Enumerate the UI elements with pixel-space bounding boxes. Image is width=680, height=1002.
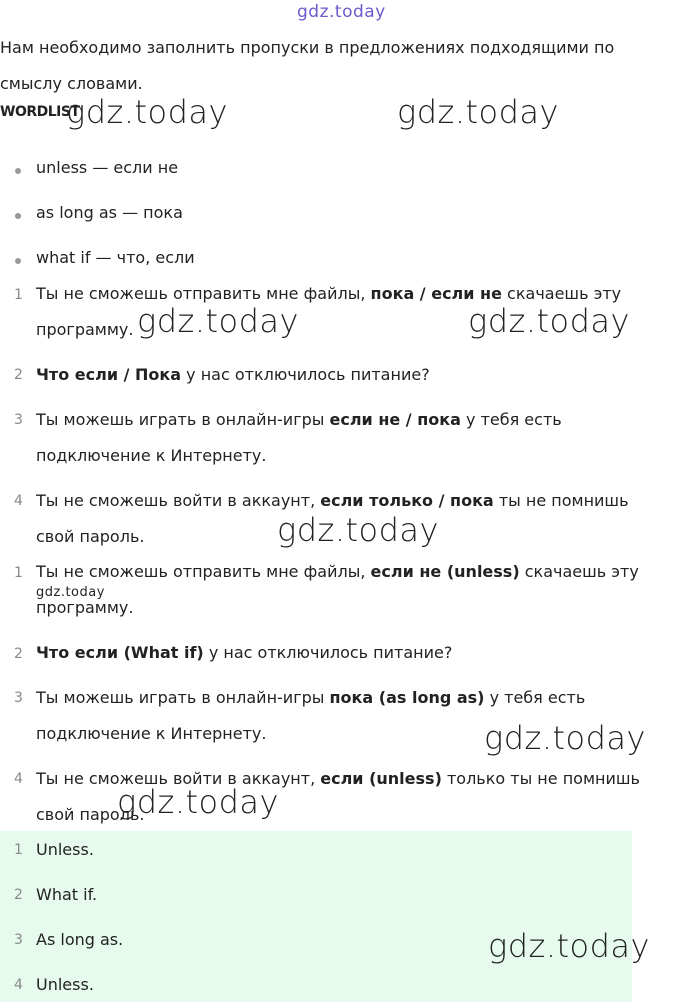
item-text-bold: если не (unless) bbox=[370, 562, 520, 581]
watermark: gdz.today bbox=[137, 302, 299, 340]
item-text-bold: пока / если не bbox=[370, 284, 502, 303]
answer-item: Unless. bbox=[36, 975, 94, 994]
wordlist-title: WORDLIST bbox=[0, 104, 80, 120]
item-number: 4 bbox=[14, 493, 23, 509]
item-number: 1 bbox=[14, 842, 23, 858]
item-text-bold: если только / пока bbox=[320, 491, 494, 510]
item-text-post: только ты не помнишь свой пароль. bbox=[36, 769, 640, 824]
answer-item: Unless. bbox=[36, 840, 94, 859]
bullet-icon bbox=[15, 258, 21, 264]
bullet-icon bbox=[15, 168, 21, 174]
watermark: gdz.today bbox=[277, 511, 439, 549]
item-text-post: у тебя есть подключение к Интернету. bbox=[36, 688, 586, 743]
watermark: gdz.today bbox=[66, 93, 228, 131]
item-number: 1 bbox=[14, 565, 23, 581]
item-number: 3 bbox=[14, 412, 23, 428]
item-text-post: у нас отключилось питание? bbox=[203, 643, 453, 662]
watermark: gdz.today bbox=[488, 927, 650, 965]
item-text-bold: пока (as long as) bbox=[329, 688, 485, 707]
item-number: 3 bbox=[14, 932, 23, 948]
item-text-bold: если (unless) bbox=[320, 769, 442, 788]
wordlist-item: unless — если не bbox=[36, 158, 179, 177]
task-item bbox=[36, 402, 670, 474]
watermark: gdz.today bbox=[117, 783, 279, 821]
item-text-post: ты не помнишь свой пароль. bbox=[36, 491, 629, 546]
task-item bbox=[36, 357, 670, 393]
wordlist-item: what if — что, если bbox=[36, 248, 195, 267]
answer-item: As long as. bbox=[36, 930, 124, 949]
wordlist-item: as long as — пока bbox=[36, 203, 183, 222]
item-number: 2 bbox=[14, 367, 23, 383]
watermark: gdz.today bbox=[297, 2, 386, 22]
item-text-pre: Ты не сможешь войти в аккаунт, bbox=[36, 769, 321, 788]
item-number: 3 bbox=[14, 690, 23, 706]
item-text-post: у тебя есть подключение к Интернету. bbox=[36, 410, 562, 465]
item-text-pre: Ты не сможешь войти в аккаунт, bbox=[36, 491, 321, 510]
item-text-pre: Ты можешь играть в онлайн-игры bbox=[36, 688, 330, 707]
item-text-bold: Что если (What if) bbox=[36, 643, 204, 662]
item-number: 2 bbox=[14, 887, 23, 903]
solution-item bbox=[36, 635, 670, 671]
watermark: gdz.today bbox=[484, 719, 646, 757]
watermark: gdz.today bbox=[36, 585, 105, 600]
solution-item bbox=[36, 554, 670, 626]
item-number: 4 bbox=[14, 977, 23, 993]
item-number: 1 bbox=[14, 287, 23, 303]
item-number: 4 bbox=[14, 771, 23, 787]
item-text-post: скачаешь эту программу. bbox=[36, 284, 622, 339]
watermark: gdz.today bbox=[397, 93, 559, 131]
item-text-post: у нас отключилось питание? bbox=[181, 365, 430, 384]
item-text-bold: если не / пока bbox=[329, 410, 461, 429]
answers-block bbox=[0, 831, 632, 1002]
answer-item: What if. bbox=[36, 885, 98, 904]
item-text-pre: Ты можешь играть в онлайн-игры bbox=[36, 410, 330, 429]
item-text-pre: Ты не сможешь отправить мне файлы, bbox=[36, 284, 371, 303]
watermark: gdz.today bbox=[468, 302, 630, 340]
item-text-pre: Ты не сможешь отправить мне файлы, bbox=[36, 562, 371, 581]
item-text-bold: Что если / Пока bbox=[36, 365, 182, 384]
item-number: 2 bbox=[14, 646, 23, 662]
intro-text: Нам необходимо заполнить пропуски в предложениях подходящими по смыслу словами. bbox=[0, 38, 615, 93]
bullet-icon bbox=[15, 213, 21, 219]
item-text-post: скачаешь эту программу. bbox=[36, 562, 639, 617]
